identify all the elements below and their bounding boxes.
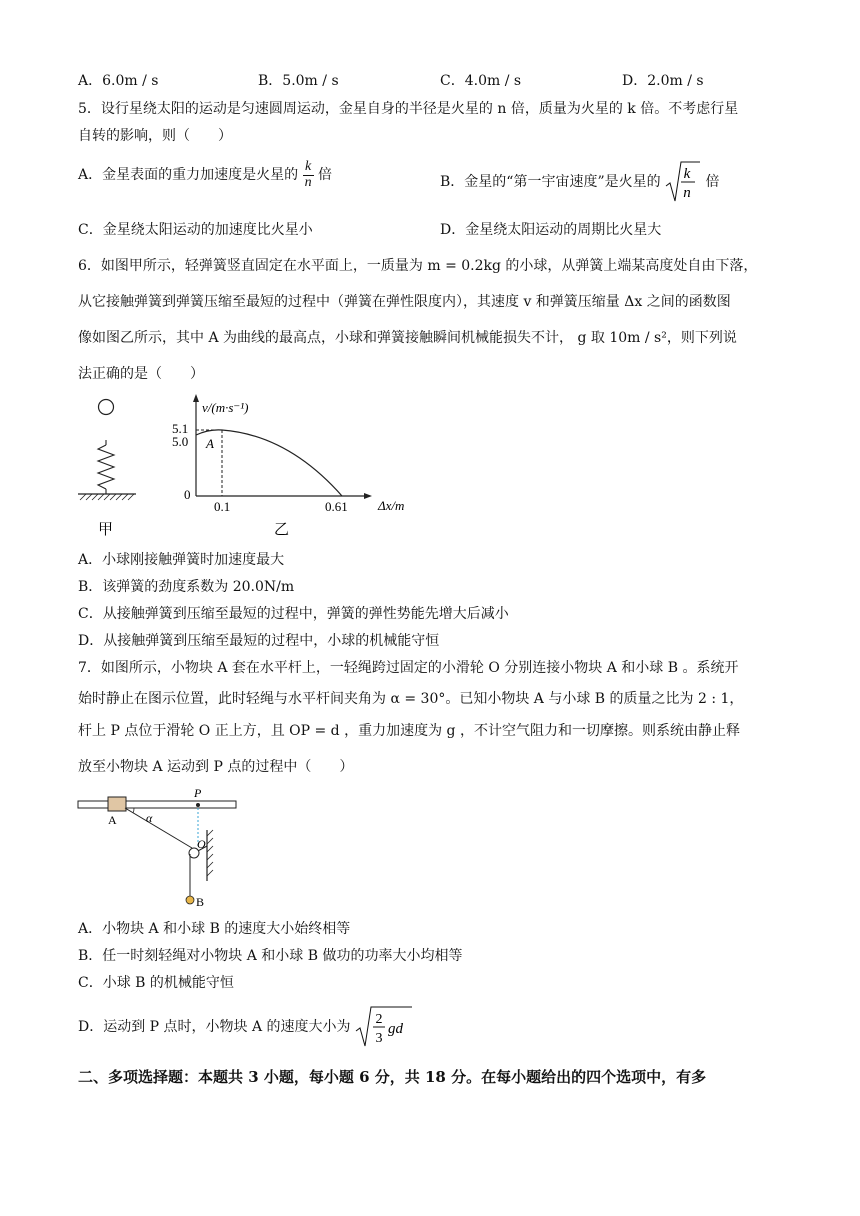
point-a-label: A (206, 436, 214, 451)
fraction-denominator: n (304, 174, 312, 190)
ground-hatch (80, 494, 134, 500)
label-p: P (194, 786, 202, 800)
point-p (196, 803, 200, 807)
sqrt-frac-numerator: 2 (375, 1012, 383, 1027)
label-yi: 乙 (274, 522, 290, 538)
q5-option-d: D．金星绕太阳运动的周期比火星大 (440, 222, 662, 238)
q5-option-b-text: B．金星的“第一宇宙速度”是火星的 (440, 174, 661, 190)
q6-figure (78, 390, 405, 540)
q6-option-d: D．从接触弹簧到压缩至最短的过程中，小球的机械能守恒 (78, 633, 440, 649)
q4-option-b: B．5.0m / s (258, 73, 339, 89)
radical-sign-icon (665, 160, 701, 204)
q5-option-b-suffix: 倍 (705, 174, 720, 190)
radical-sign-icon (355, 1005, 413, 1049)
q6-stem-line4: 法正确的是（ ） (78, 366, 204, 382)
k-over-n-fraction (303, 160, 314, 190)
spring-icon (98, 445, 114, 489)
y-axis-label: v/(m·s⁻¹) (202, 400, 249, 415)
x-tick-0-61: 0.61 (325, 499, 348, 514)
ball-icon (99, 400, 114, 415)
x-axis-label: Δx/m (378, 498, 405, 513)
q6-stem-line3: 像如图乙所示，其中 A 为曲线的最高点，小球和弹簧接触瞬间机械能损失不计， g 取 10m / s²，则下列说 (78, 330, 737, 346)
label-b: B (196, 895, 205, 909)
q5-option-a-suffix: 倍 (318, 167, 333, 184)
sqrt-frac-denominator: 3 (375, 1031, 383, 1046)
q5-option-b (440, 160, 720, 204)
label-jia: 甲 (98, 522, 114, 538)
horizontal-rod (78, 801, 236, 808)
label-alpha: α (146, 811, 153, 825)
y-tick-5-1: 5.1 (172, 421, 189, 436)
sqrt-numerator: k (683, 166, 691, 182)
q5-option-a (78, 160, 332, 190)
q7-option-c: C．小球 B 的机械能守恒 (78, 975, 234, 991)
sqrt-tail: gd (388, 1021, 404, 1037)
block-a (108, 797, 126, 811)
v-curve (196, 430, 342, 496)
q6-option-b: B．该弹簧的劲度系数为 20.0N/m (78, 579, 295, 595)
q7-option-d-text: D．运动到 P 点时，小物块 A 的速度大小为 (78, 1019, 351, 1035)
rope-to-a (125, 808, 192, 848)
q6-option-c: C．从接触弹簧到压缩至最短的过程中，弹簧的弹性势能先增大后减小 (78, 606, 509, 622)
q7-option-d (78, 1005, 413, 1049)
q5-option-a-text: A．金星表面的重力加速度是火星的 (78, 167, 299, 184)
q7-stem-line3: 杆上 P 点位于滑轮 O 正上方，且 OP = d ，重力加速度为 g ，不计空气阻力和一切摩擦。则系统由静止释 (78, 723, 740, 739)
q7-option-a: A．小物块 A 和小球 B 的速度大小始终相等 (78, 921, 351, 937)
q7-stem-line4: 放至小物块 A 运动到 P 点的过程中（ ） (78, 759, 354, 775)
q7-stem-line2: 始时静止在图示位置，此时轻绳与水平杆间夹角为 α = 30°。已知小物块 A 与小球 B 的质量之比为 2 : 1， (78, 691, 744, 707)
q5-option-c: C．金星绕太阳运动的加速度比火星小 (78, 222, 313, 238)
fraction-numerator: k (303, 160, 314, 176)
q5-stem-line1: 5．设行星绕太阳的运动是匀速圆周运动，金星自身的半径是火星的 n 倍，质量为火星的 k 倍。不考虑行星 (78, 101, 739, 117)
q4-option-a: A．6.0m / s (78, 73, 159, 89)
origin-label: 0 (184, 487, 191, 502)
sqrt-denominator: n (683, 185, 691, 201)
q6-option-a: A．小球刚接触弹簧时加速度最大 (78, 552, 285, 568)
q7-stem-line1: 7．如图所示，小物块 A 套在水平杆上，一轻绳跨过固定的小滑轮 O 分别连接小物块 A 和小球 B 。系统开 (78, 660, 739, 676)
q6-stem-line2: 从它接触弹簧到弹簧压缩至最短的过程中（弹簧在弹性限度内），其速度 v 和弹簧压缩量 Δx 之间的函数图 (78, 294, 731, 310)
y-tick-5-0: 5.0 (172, 434, 189, 449)
label-o: O (197, 837, 206, 851)
q6-stem-line1: 6．如图甲所示，轻弹簧竖直固定在水平面上，一质量为 m = 0.2kg 的小球，从弹簧上端某高度处自由下落， (78, 258, 758, 274)
wall-hatch (207, 830, 213, 876)
q4-option-d: D．2.0m / s (622, 73, 704, 89)
x-tick-0-1: 0.1 (214, 499, 231, 514)
q4-option-c: C．4.0m / s (440, 73, 522, 89)
q7-option-b: B．任一时刻轻绳对小物块 A 和小球 B 做功的功率大小均相等 (78, 948, 463, 964)
sqrt-k-over-n (665, 160, 701, 204)
label-a: A (108, 813, 117, 827)
q5-stem-line2: 自转的影响，则（ ） (78, 128, 232, 144)
ball-b (186, 896, 194, 904)
q7-figure (78, 786, 248, 910)
section-heading: 二、多项选择题：本题共 3 小题，每小题 6 分，共 18 分。在每小题给出的四个选项中，有多 (78, 1068, 707, 1086)
